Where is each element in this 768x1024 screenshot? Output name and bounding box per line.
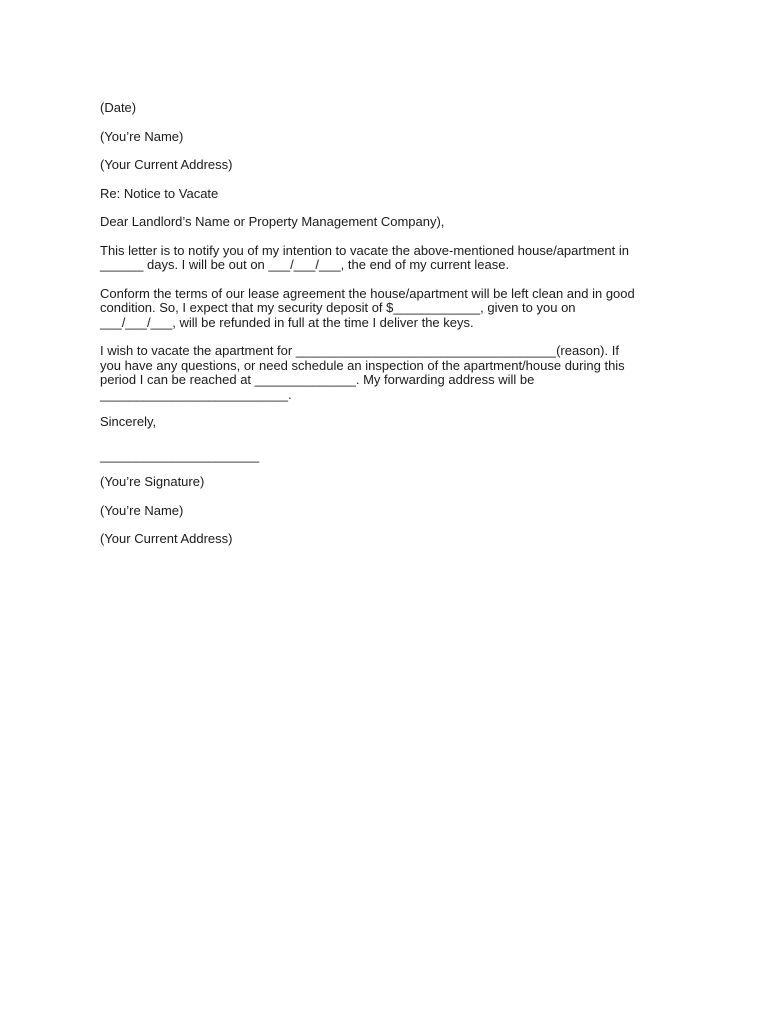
paragraph-line: I wish to vacate the apartment for ____________________________________(reason). If <box>100 343 619 358</box>
signature-line: ______________________ <box>100 447 260 463</box>
paragraph-deposit <box>100 287 645 331</box>
footer-name: (You’re Name) <box>100 502 184 518</box>
paragraph-line: period I can be reached at ______________. My forwarding address will be <box>100 372 535 387</box>
paragraph-notice <box>100 244 645 273</box>
paragraph-line: Conform the terms of our lease agreement the house/apartment will be left clean and in good <box>100 285 635 301</box>
salutation: Dear Landlord’s Name or Property Management Company), <box>100 214 445 229</box>
signature-label: (You’re Signature) <box>100 474 205 489</box>
footer-address: (Your Current Address) <box>100 531 233 546</box>
paragraph-line: This letter is to notify you of my intention to vacate the above-mentioned house/apartment in <box>100 242 629 258</box>
paragraph-line: you have any questions, or need schedule an inspection of the apartment/house during this <box>100 357 625 373</box>
paragraph-contact <box>100 344 645 402</box>
sender-address: (Your Current Address) <box>100 157 233 172</box>
sender-name: (You’re Name) <box>100 128 184 144</box>
paragraph-line: __________________________. <box>100 386 292 402</box>
closing: Sincerely, <box>100 414 157 429</box>
letter-body <box>100 101 645 547</box>
paragraph-line: ___/___/___, will be refunded in full at the time I deliver the keys. <box>100 314 474 330</box>
date-line: (Date) <box>100 100 137 115</box>
paragraph-line: ______ days. I will be out on ___/___/___, the end of my current lease. <box>100 257 510 272</box>
subject-line: Re: Notice to Vacate <box>100 185 219 201</box>
paragraph-line: condition. So, I expect that my security deposit of $____________, given to you on <box>100 300 576 315</box>
